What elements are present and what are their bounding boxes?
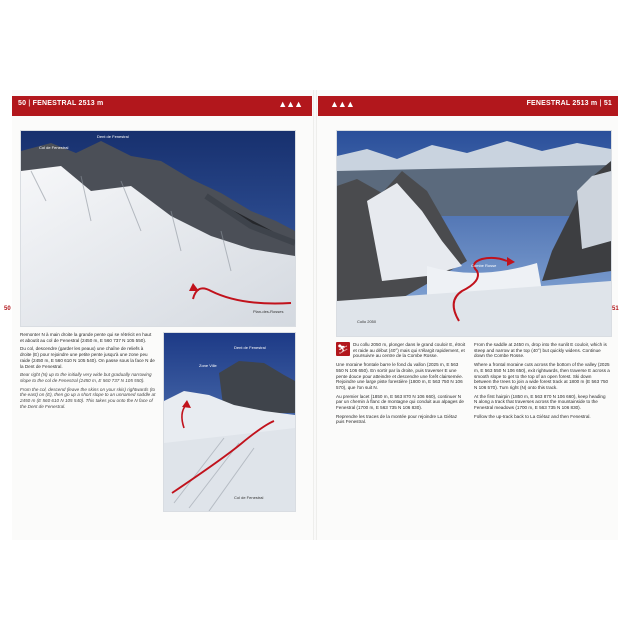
page-number-right: 51 bbox=[612, 306, 619, 312]
photo-couloir-descent bbox=[336, 130, 612, 337]
header-left-title: 50 | FENESTRAL 2513 m bbox=[18, 100, 104, 107]
text-right-p4: Follow the up-track back to La Giétaz and then Fenestral. bbox=[474, 413, 591, 419]
photo2-label-2: Zone Ville bbox=[199, 363, 217, 368]
photo-col-approach bbox=[163, 332, 296, 512]
difficulty-icons-right: ▲▲▲ bbox=[330, 99, 354, 109]
photo1-label-2: Col de Fenestral bbox=[39, 145, 69, 150]
photo-main-slope bbox=[20, 130, 296, 327]
text-column-left bbox=[20, 332, 156, 412]
photo2-label-1: Dent de Fenestral bbox=[234, 345, 266, 350]
photo1-label-3: Plan-des-Rosses bbox=[253, 309, 284, 314]
text-left-p4: From the col, descend (leave the skins on your skis) rightwards (to the east) on (E), then go up a short slope to an unnamed saddle at 2450 m (E 560 610 N 105 540). This takes you onto the N face of the Dent de Fenestral. bbox=[20, 386, 156, 409]
book-gutter bbox=[313, 90, 317, 540]
photo-main-slope-image bbox=[21, 131, 295, 326]
text-left-p3: Bear right (N) up to the initially very wide but gradually narrowing slope to the col de Fenestral (2450 m, E 560 737 N 105 550). bbox=[20, 372, 152, 383]
text-mid-p1: Du collu 2050 m, plonger dans le grand couloir E, étroit et raide au début (40°) mais qui s'élargit rapidement, et poursuivre au centre de la Combe Rosse. bbox=[353, 342, 466, 359]
text-right-p2: Where a frontal moraine cuts across the bottom of the valley (2025 m, E 563 550 N 106 650), exit rightwards, then traverse E across a smooth slope to get to the top of an open forest. Ski down between the trees to join a wide forest track at 1800 m (E 563 750 N 106 570). Turn right (N) onto this track. bbox=[474, 362, 610, 390]
text-right-p1: From the saddle at 2450 m, drop into the sunlit E couloir, which is steep and narrow at the top (40°) but quickly widens. Continue down the Combe Rosse. bbox=[474, 342, 607, 359]
photo3-label-2: Collo 2050 bbox=[357, 319, 377, 324]
text-left-p2: Du col, descendre (garder les peaux) une chaîne de reliefs à droite (E) pour rejoindre une petite pente jusqu'à une zone peu raide (2450 m, E 560 610 N 105 540). On passe sous la face N de la Dent de Fenestral. bbox=[20, 346, 155, 369]
photo-couloir-descent-image bbox=[337, 131, 611, 336]
page-number-left: 50 bbox=[4, 306, 11, 312]
photo1-label-1: Dent de Fenestral bbox=[97, 134, 129, 139]
difficulty-icons-left: ▲▲▲ bbox=[278, 99, 302, 109]
header-bar-left bbox=[12, 96, 312, 116]
text-mid-p4: Reprendre les traces de la montée pour rejoindre La Giétaz puis Fenestral. bbox=[336, 413, 458, 425]
text-column-middle bbox=[336, 342, 466, 428]
photo3-label-1: Combe Rosse bbox=[471, 263, 497, 268]
text-mid-p2: Une moraine frontale barre le fond du vallon (2025 m, E 563 550 N 106 650). En sortir par la droite, puis traverser E une pente douce pour atteindre et descendre une forêt clairsemée. Rejoindre une large piste forestière (1800 m, E 563 750 N 106 570), que l'on suit N. bbox=[336, 362, 463, 390]
text-mid-p3: Au premier lacet (1850 m, E 563 870 N 106 660), continuer N par un chemin à flanc de montagne qui conduit aux alpages de Fenestral (1700 m, E 563 735 N 106 830). bbox=[336, 393, 464, 411]
photo2-label-3: Col de Fenestral bbox=[234, 495, 264, 500]
photo-col-approach-image bbox=[164, 333, 295, 511]
ski-descent-icon: ⛷ bbox=[337, 344, 349, 354]
header-bar-right bbox=[318, 96, 618, 116]
text-right-p3: At the first hairpin (1850 m, E 563 870 N 106 660), keep heading N along a track that traverses across the mountainside to the Fenestral meadows (1700 m, E 563 735 N 106 830). bbox=[474, 393, 606, 411]
text-left-p1: Remonter N à main droite la grande pente qui se rétrécit en haut et aboutit au col de Fenestral (2450 m, E 560 737 N 105 550). bbox=[20, 332, 152, 343]
header-right-title: FENESTRAL 2513 m | 51 bbox=[526, 100, 612, 107]
text-column-right bbox=[474, 342, 610, 422]
